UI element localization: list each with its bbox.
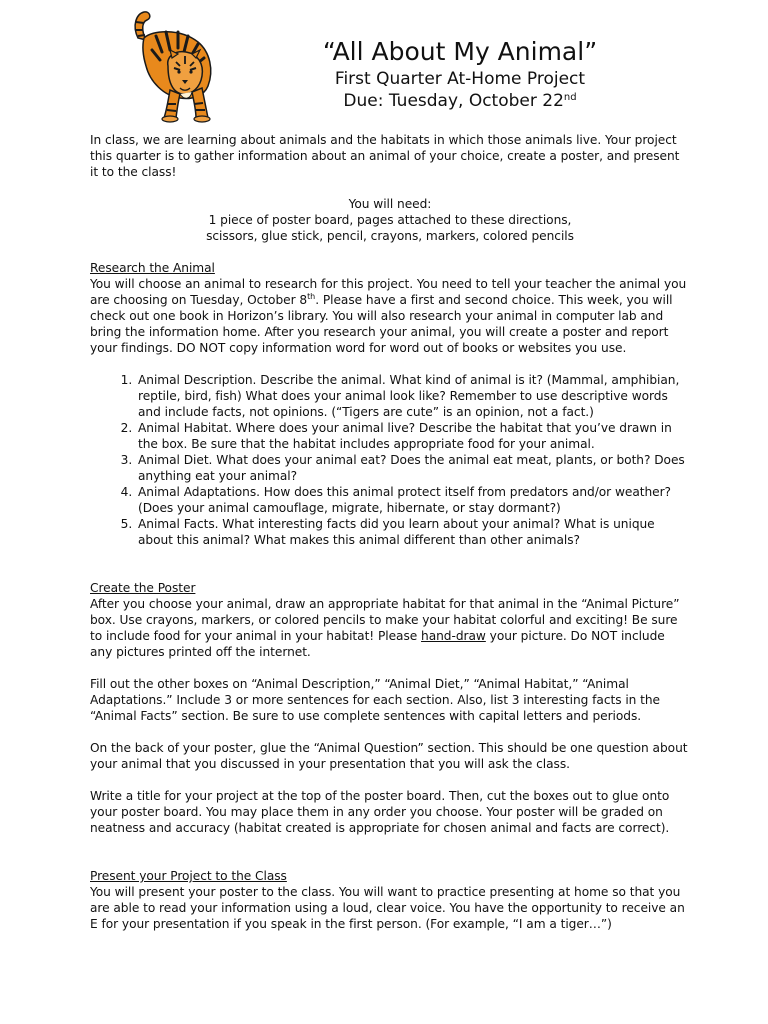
poster-text-1: After you choose your animal, draw an appropriate habitat for that animal in the “Animal Picture” box. Use crayons, markers, or colored pencils to make your habitat colorful and exciting! Be sure to include food for your animal in your habitat! Please xyxy=(90,597,680,643)
document-header xyxy=(180,36,740,112)
due-date xyxy=(180,90,740,112)
research-sup: th xyxy=(307,291,316,301)
intro-paragraph: In class, we are learning about animals and the habitats in which those animals live. Your project this quarter is to gather information about an animal of your choice, create a poster, and present it to the class! xyxy=(90,133,680,179)
present-paragraph: You will present your poster to the class. You will want to practice presenting at home so that you are able to read your information using a loud, clear voice. You have the opportunity to receive an E for your presentation if you speak in the first person. (For example, “I am a tiger…”) xyxy=(90,885,685,931)
poster-text-2: your picture. Do NOT include any pictures printed off the internet. xyxy=(90,629,665,659)
poster-paragraph-2: Fill out the other boxes on “Animal Description,” “Animal Diet,” “Animal Habitat,” “Animal Adaptations.” Include 3 or more sentences for each section. Also, list 3 interesting facts in the “Animal Facts” section. Be sure to use complete sentences with capital letters and periods. xyxy=(90,677,661,723)
materials-line-1: 1 piece of poster board, pages attached to these directions, xyxy=(208,213,572,227)
present-heading: Present your Project to the Class xyxy=(90,869,287,883)
list-item: 2. Animal Habitat. Where does your animal live? Describe the habitat that you’ve drawn in the box. Be sure that the habitat includes appropriate food for your animal. xyxy=(136,420,690,452)
poster-section xyxy=(90,580,690,836)
research-text-2: . Please have a first and second choice. This week, you will check out one book in Horizon’s library. You will also research your animal in computer lab and bring the information home. After you research your animal, you will create a poster and report your findings. DO NOT copy information word for word out of books or websites you use. xyxy=(90,293,673,355)
research-text-1: You will choose an animal to research for this project. You need to tell your teacher the animal you are choosing on Tuesday, October 8 xyxy=(90,277,687,307)
materials-heading: You will need: xyxy=(348,197,432,211)
poster-heading: Create the Poster xyxy=(90,581,196,595)
document-title: “All About My Animal” xyxy=(322,37,598,66)
research-paragraph xyxy=(90,276,690,356)
document-subtitle: First Quarter At-Home Project xyxy=(334,69,586,89)
document-body xyxy=(90,132,690,948)
list-item: 4. Animal Adaptations. How does this animal protect itself from predators and/or weather? (Does your animal camouflage, migrate, hibernate, or stay dormant?) xyxy=(136,484,690,516)
hand-draw-emphasis: hand-draw xyxy=(421,629,486,643)
research-section xyxy=(90,260,690,548)
list-item: 1. Animal Description. Describe the animal. What kind of animal is it? (Mammal, amphibian, reptile, bird, fish) What does your animal look like? Remember to use descriptive words and include facts, not opinions. (“Tigers are cute” is an opinion, not a fact.) xyxy=(136,372,690,420)
due-date-suffix: nd xyxy=(563,92,577,103)
poster-paragraph-1 xyxy=(90,596,690,660)
list-item: 5. Animal Facts. What interesting facts did you learn about your animal? What is unique about this animal? What makes this animal different than other animals? xyxy=(136,516,690,548)
research-heading: Research the Animal xyxy=(90,261,215,275)
poster-paragraph-3: On the back of your poster, glue the “Animal Question” section. This should be one question about your animal that you discussed in your presentation that you will ask the class. xyxy=(90,741,688,771)
materials-line-2: scissors, glue stick, pencil, crayons, markers, colored pencils xyxy=(206,229,574,243)
poster-paragraph-4: Write a title for your project at the top of the poster board. Then, cut the boxes out to glue onto your poster board. You may place them in any order you choose. Your poster will be graded on neatness and accuracy (habitat created is appropriate for chosen animal and facts are correct). xyxy=(90,789,670,835)
present-section xyxy=(90,868,690,932)
research-list xyxy=(90,372,690,548)
due-date-text: Due: Tuesday, October 22 xyxy=(343,91,564,111)
list-item: 3. Animal Diet. What does your animal eat? Does the animal eat meat, plants, or both? Does anything eat your animal? xyxy=(136,452,690,484)
materials-list xyxy=(90,196,690,244)
